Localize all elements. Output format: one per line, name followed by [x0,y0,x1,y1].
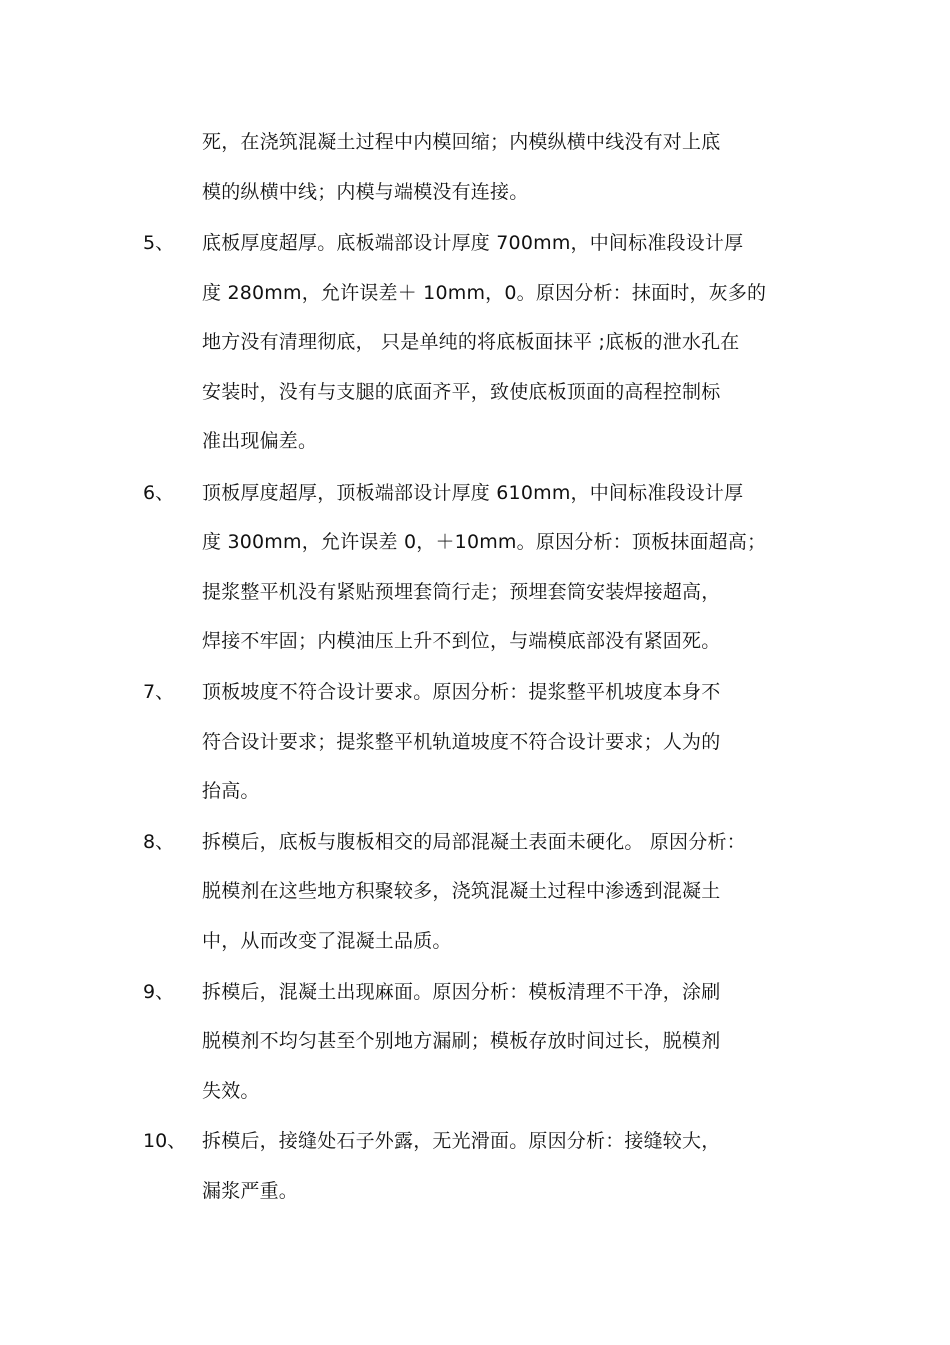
paragraph-line: 顶板厚度超厚，顶板端部设计厚度 610mm，中间标准段设计厚 [202,482,744,504]
paragraph-line: 度 300mm，允许误差 0，＋10mm。原因分析：顶板抹面超高； [202,531,767,553]
paragraph-line: 抬高。 [202,780,260,802]
item-number: 10、 [143,1130,187,1152]
item-number: 5、 [143,232,175,254]
item-number: 8、 [143,831,175,853]
paragraph-line: 地方没有清理彻底， 只是单纯的将底板面抹平 ;底板的泄水孔在 [202,331,740,353]
item-number: 9、 [143,981,175,1003]
paragraph-line: 度 280mm，允许误差＋ 10mm，0。原因分析：抹面时，灰多的 [202,282,767,304]
paragraph-line: 底板厚度超厚。底板端部设计厚度 700mm，中间标准段设计厚 [202,232,744,254]
paragraph-line: 符合设计要求；提浆整平机轨道坡度不符合设计要求；人为的 [202,731,721,753]
paragraph-line: 失效。 [202,1080,260,1102]
paragraph-line: 脱模剂不均匀甚至个别地方漏刷；模板存放时间过长，脱模剂 [202,1030,721,1052]
paragraph-line: 死，在浇筑混凝土过程中内模回缩；内模纵横中线没有对上底 [202,131,721,153]
item-number: 6、 [143,482,175,504]
paragraph-line: 模的纵横中线；内模与端模没有连接。 [202,181,529,203]
paragraph-line: 脱模剂在这些地方积聚较多，浇筑混凝土过程中渗透到混凝土 [202,880,721,902]
paragraph-line: 提浆整平机没有紧贴预埋套筒行走；预埋套筒安装焊接超高， [202,581,721,603]
paragraph-line: 拆模后，底板与腹板相交的局部混凝土表面未硬化。 原因分析： [202,831,746,853]
paragraph-line: 焊接不牢固；内模油压上升不到位，与端模底部没有紧固死。 [202,630,721,652]
paragraph-line: 拆模后，接缝处石子外露，无光滑面。原因分析：接缝较大， [202,1130,721,1152]
item-number: 7、 [143,681,175,703]
paragraph-line: 拆模后，混凝土出现麻面。原因分析：模板清理不干净，涂刷 [202,981,721,1003]
paragraph-line: 漏浆严重。 [202,1180,299,1202]
paragraph-line: 顶板坡度不符合设计要求。原因分析：提浆整平机坡度本身不 [202,681,721,703]
paragraph-line: 安装时，没有与支腿的底面齐平，致使底板顶面的高程控制标 [202,381,721,403]
paragraph-line: 准出现偏差。 [202,430,318,452]
paragraph-line: 中，从而改变了混凝土品质。 [202,930,452,952]
